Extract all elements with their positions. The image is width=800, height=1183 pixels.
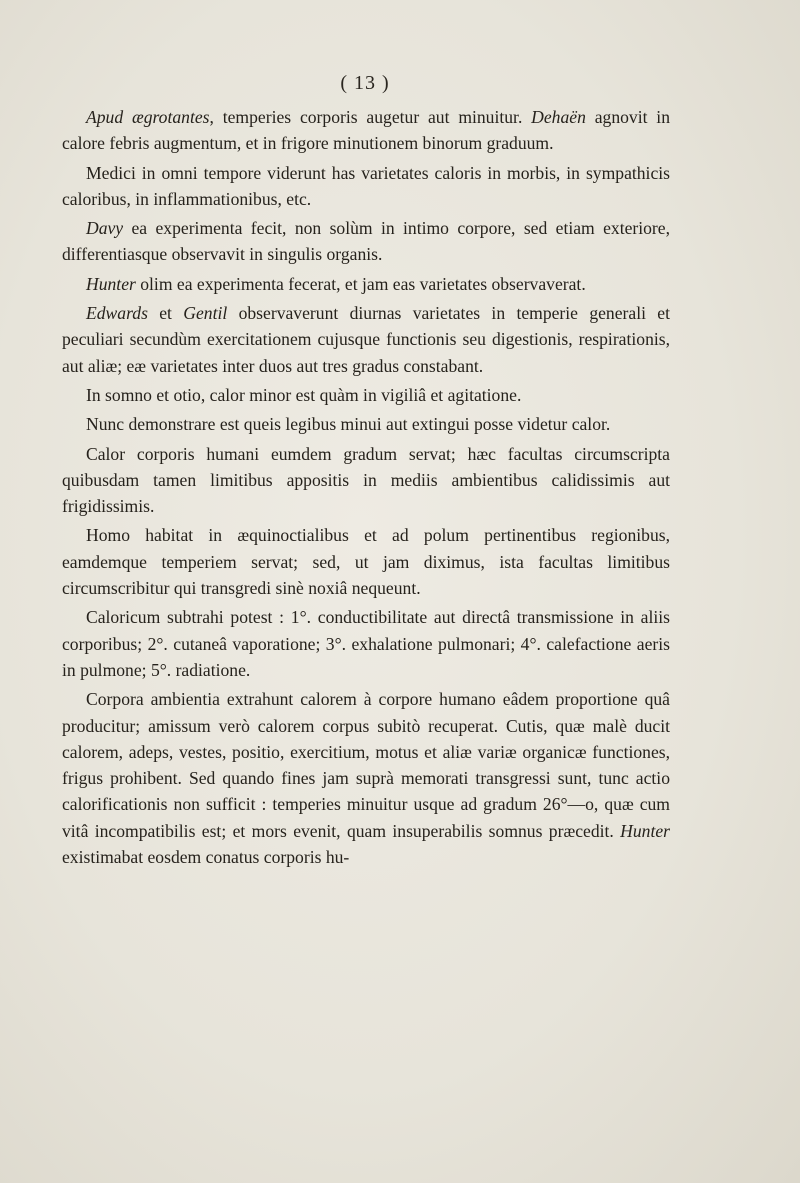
paragraph-text: , temperies corporis augetur aut minuitur. <box>209 107 532 127</box>
paragraph-10 <box>62 604 670 683</box>
page-number: ( 13 ) <box>340 72 390 94</box>
paragraph-text: In somno et otio, calor minor est quàm in vigiliâ et agitatione. <box>86 384 522 405</box>
paragraph-text: agnovit in calore febris augmentum, et in frigore minutionem binorum graduum. <box>62 107 670 154</box>
body-text <box>62 104 670 873</box>
paragraph-text: Nunc demonstrare est queis legibus minui aut extingui posse videtur calor. <box>86 414 611 435</box>
italic-name: Dehaën <box>531 107 586 127</box>
italic-name: Edwards <box>86 303 148 324</box>
paragraph-3 <box>62 215 670 268</box>
paragraph-text: Corpora ambientia extrahunt calorem à corpore humano eâdem proportione quâ producitur; amissum verò calorem corpus subitò recuperat. Cutis, quæ malè ducit calorem, adeps, vestes, positio, exercitium, motus et aliæ variæ organicæ functiones, frigus prohibent. Sed quando fines jam suprà memorati transgressi sunt, tunc actio calorificationis non sufficit : temperies minuitur usque ad gradum 26°—o, quæ cum vitâ incompatibilis est; et mors evenit, quam insuperabilis somnus præcedit. <box>62 689 670 841</box>
paragraph-7 <box>62 411 670 437</box>
paragraph-text: Calor corporis humani eumdem gradum servat; hæc facultas circumscripta quibusdam tamen limitibus appositis in mediis ambientibus calidissimis aut frigidissimis. <box>62 443 670 517</box>
paragraph-text: existimabat eosdem conatus corporis hu- <box>62 847 350 868</box>
paragraph-8 <box>62 441 670 520</box>
italic-name: Davy <box>86 218 124 239</box>
paragraph-text: Caloricum subtrahi potest : 1°. conductibilitate aut directâ transmissione in aliis corporibus; 2°. cutaneâ vaporatione; 3°. exhalatione pulmonari; 4°. calefactione aeris in pulmone; 5°. radiatione. <box>62 607 670 680</box>
italic-name: Hunter <box>86 273 136 294</box>
paragraph-text: olim ea experimenta fecerat, et jam eas varietates observaverat. <box>135 273 586 294</box>
paragraph-text: observaverunt diurnas varietates in temperie generali et peculiari secundùm exercitationem cujusque functionis seu digestionis, respirationis, aut aliæ; eæ varietates inter duos aut tres gradus constabant. <box>62 303 670 376</box>
paragraph-2 <box>62 160 670 213</box>
paragraph-11 <box>62 686 670 870</box>
paragraph-4 <box>62 271 670 297</box>
italic-name: Apud ægrotantes <box>86 107 210 127</box>
italic-name: Gentil <box>183 303 228 324</box>
paragraph-9 <box>62 522 670 601</box>
paragraph-text: Homo habitat in æquinoctialibus et ad polum pertinentibus regionibus, eamdemque temperiem servat; sed, ut jam diximus, ista facultas limitibus circumscribitur qui transgredi sinè noxiâ nequeunt. <box>62 525 670 599</box>
italic-name: Hunter <box>620 820 670 841</box>
paragraph-text: et <box>147 303 184 324</box>
paragraph-6 <box>62 382 670 408</box>
paragraph-text: ea experimenta fecit, non solùm in intimo corpore, sed etiam exteriore, differentiasque observavit in singulis organis. <box>62 218 670 265</box>
paragraph-1 <box>62 104 670 157</box>
paragraph-5 <box>62 300 670 379</box>
paragraph-text: Medici in omni tempore viderunt has varietates caloris in morbis, in sympathicis caloribus, in inflammationibus, etc. <box>62 162 670 209</box>
